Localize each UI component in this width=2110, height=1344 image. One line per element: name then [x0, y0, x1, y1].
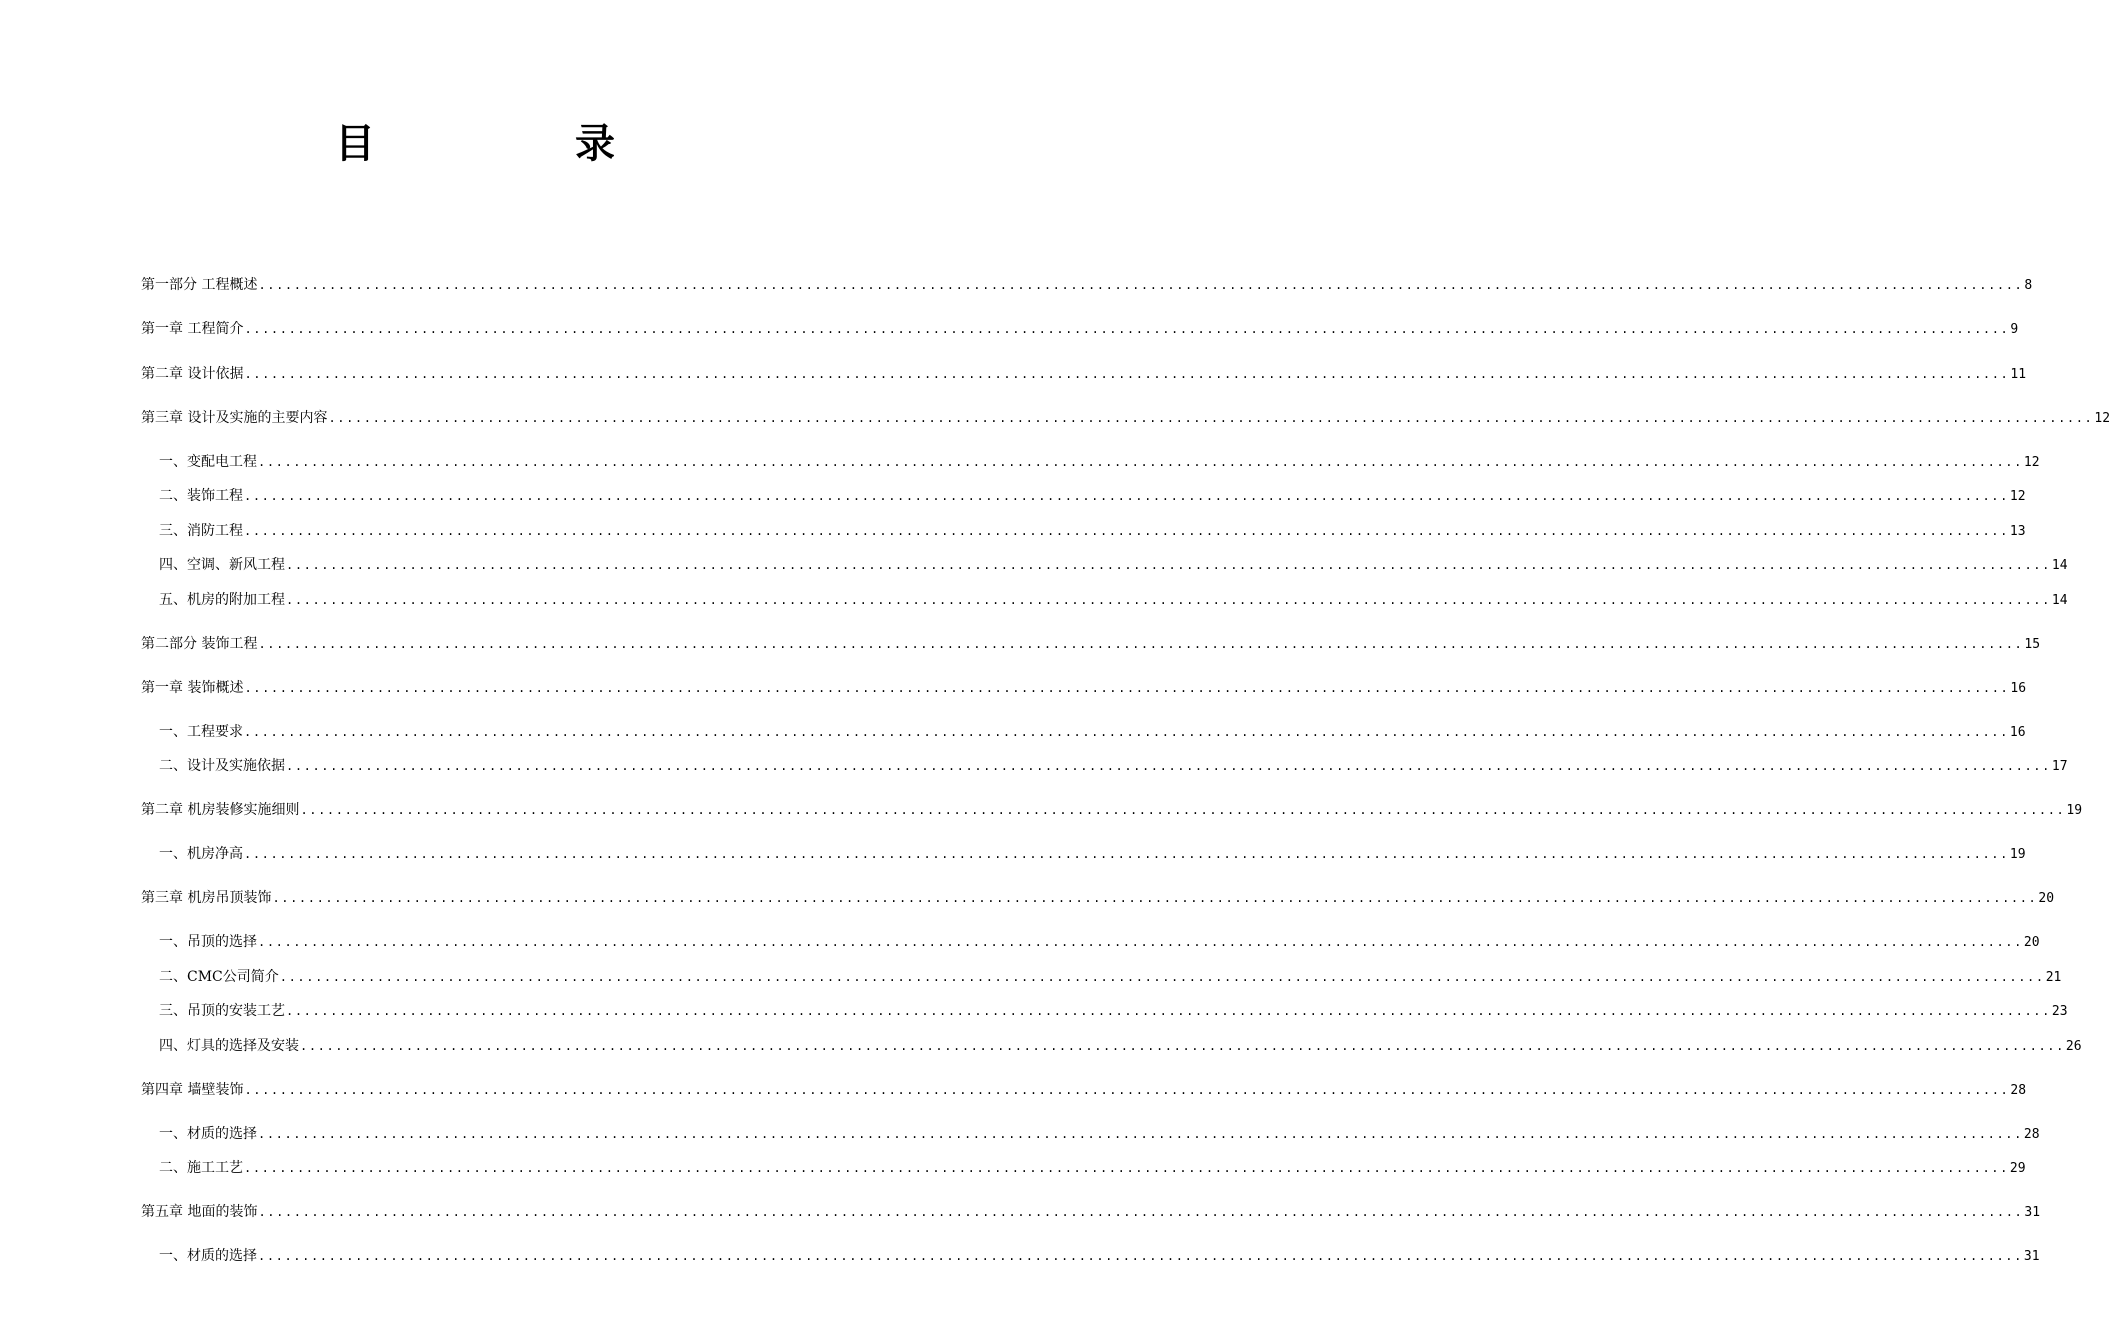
- toc-entry[interactable]: [141, 408, 2110, 429]
- toc-dot-leader: ........................................................................................................................................................................................................: [286, 593, 2051, 607]
- toc-entry[interactable]: [159, 1001, 2068, 1022]
- toc-entry-title: 二、设计及实施依据: [159, 758, 285, 774]
- toc-entry-page-number: 12: [2023, 455, 2040, 470]
- toc-dot-leader: ........................................................................................................................................................................................................: [300, 803, 2066, 817]
- toc-entry-page-number: 26: [2065, 1039, 2082, 1054]
- toc-entry-title: 一、工程要求: [159, 724, 243, 740]
- toc-entry[interactable]: [141, 364, 2027, 385]
- toc-entry-page-number: 12: [2009, 489, 2026, 504]
- toc-entry-page-number: 23: [2051, 1004, 2068, 1019]
- toc-dot-leader: ........................................................................................................................................................................................................: [244, 725, 2009, 739]
- toc-dot-leader: ........................................................................................................................................................................................................: [286, 1004, 2051, 1018]
- toc-dot-leader: ........................................................................................................................................................................................................: [244, 847, 2009, 861]
- toc-entry-title: 三、吊顶的安装工艺: [159, 1003, 285, 1019]
- toc-dot-leader: ........................................................................................................................................................................................................: [300, 1039, 2065, 1053]
- toc-entry-title: 第五章 地面的装饰: [141, 1204, 258, 1220]
- toc-dot-leader: ........................................................................................................................................................................................................: [244, 1083, 2010, 1097]
- toc-dot-leader: ........................................................................................................................................................................................................: [279, 970, 2045, 984]
- toc-entry-title: 第二章 机房装修实施细则: [141, 802, 300, 818]
- toc-entry-page-number: 19: [2066, 803, 2083, 818]
- toc-entry[interactable]: [141, 319, 2019, 340]
- toc-entry-page-number: 28: [2023, 1127, 2040, 1142]
- toc-entry[interactable]: [159, 722, 2026, 743]
- toc-entry[interactable]: [159, 486, 2026, 507]
- toc-entry-page-number: 9: [2010, 322, 2019, 337]
- toc-entry[interactable]: [141, 800, 2083, 821]
- toc-entry-page-number: 28: [2010, 1083, 2027, 1098]
- toc-entry[interactable]: [159, 1158, 2026, 1179]
- toc-entry-page-number: 20: [2038, 891, 2055, 906]
- toc-entry-title: 第二章 设计依据: [141, 366, 244, 382]
- toc-entry[interactable]: [159, 1124, 2040, 1145]
- toc-dot-leader: ........................................................................................................................................................................................................: [286, 759, 2051, 773]
- toc-entry-page-number: 16: [2009, 725, 2026, 740]
- toc-entry-page-number: 20: [2023, 935, 2040, 950]
- toc-entry[interactable]: [159, 555, 2068, 576]
- toc-entry-title: 三、消防工程: [159, 523, 243, 539]
- toc-entry-page-number: 17: [2051, 759, 2068, 774]
- toc-entry[interactable]: [159, 590, 2068, 611]
- toc-dot-leader: ........................................................................................................................................................................................................: [258, 935, 2023, 949]
- toc-entry-title: 第一章 工程简介: [141, 321, 244, 337]
- toc-entry[interactable]: [141, 678, 2027, 699]
- toc-entry-title: 一、吊顶的选择: [159, 934, 257, 950]
- toc-entry[interactable]: [141, 1202, 2041, 1223]
- toc-entry-page-number: 14: [2051, 558, 2068, 573]
- toc-entry[interactable]: [159, 452, 2040, 473]
- toc-entry-title: 四、灯具的选择及安装: [159, 1038, 299, 1054]
- toc-dot-leader: ........................................................................................................................................................................................................: [258, 637, 2024, 651]
- toc-entry-page-number: 14: [2051, 593, 2068, 608]
- toc-entry-title: 五、机房的附加工程: [159, 592, 285, 608]
- toc-entry[interactable]: [159, 1246, 2040, 1267]
- toc-entry[interactable]: [141, 888, 2055, 909]
- toc-entry-title: 一、变配电工程: [159, 454, 257, 470]
- toc-entry[interactable]: [159, 967, 2062, 988]
- toc-entry-title: 第三章 机房吊顶装饰: [141, 890, 272, 906]
- toc-dot-leader: ........................................................................................................................................................................................................: [244, 322, 2010, 336]
- toc-entry[interactable]: [159, 844, 2026, 865]
- toc-dot-leader: ........................................................................................................................................................................................................: [244, 489, 2009, 503]
- toc-entry-page-number: 16: [2010, 681, 2027, 696]
- toc-dot-leader: ........................................................................................................................................................................................................: [258, 455, 2023, 469]
- toc-entry-title: 一、材质的选择: [159, 1126, 257, 1142]
- toc-entry-page-number: 12: [2094, 411, 2110, 426]
- toc-dot-leader: ........................................................................................................................................................................................................: [244, 1161, 2009, 1175]
- toc-entry[interactable]: [141, 275, 2033, 296]
- toc-entry[interactable]: [159, 756, 2068, 777]
- toc-title: 目 录: [335, 121, 695, 167]
- toc-entry-title: 一、材质的选择: [159, 1248, 257, 1264]
- toc-entry-page-number: 31: [2023, 1249, 2040, 1264]
- toc-entry-page-number: 31: [2024, 1205, 2041, 1220]
- toc-entry-title: 第四章 墙壁装饰: [141, 1082, 244, 1098]
- toc-entry-page-number: 19: [2009, 847, 2026, 862]
- toc-entry-title: 二、施工工艺: [159, 1160, 243, 1176]
- toc-entry-title: 第一部分 工程概述: [141, 277, 258, 293]
- toc-entry-title: 第一章 装饰概述: [141, 680, 244, 696]
- toc-entry-page-number: 29: [2009, 1161, 2026, 1176]
- toc-entry[interactable]: [141, 1080, 2027, 1101]
- toc-dot-leader: ........................................................................................................................................................................................................: [328, 411, 2094, 425]
- toc-dot-leader: ........................................................................................................................................................................................................: [244, 367, 2010, 381]
- toc-entry[interactable]: [159, 521, 2026, 542]
- toc-dot-leader: ........................................................................................................................................................................................................: [244, 524, 2009, 538]
- toc-entry[interactable]: [159, 1036, 2082, 1057]
- toc-dot-leader: ........................................................................................................................................................................................................: [258, 1205, 2024, 1219]
- toc-entry-title: 一、机房净高: [159, 846, 243, 862]
- toc-entry-title: 二、装饰工程: [159, 488, 243, 504]
- toc-entry-title: 二、CMC公司简介: [159, 969, 279, 985]
- toc-entry[interactable]: [159, 932, 2040, 953]
- toc-entry-page-number: 8: [2024, 278, 2033, 293]
- toc-dot-leader: ........................................................................................................................................................................................................: [258, 1249, 2023, 1263]
- toc-entry-title: 第三章 设计及实施的主要内容: [141, 410, 328, 426]
- toc-dot-leader: ........................................................................................................................................................................................................: [286, 558, 2051, 572]
- toc-dot-leader: ........................................................................................................................................................................................................: [244, 681, 2010, 695]
- toc-entry[interactable]: [141, 634, 2041, 655]
- toc-entry-title: 四、空调、新风工程: [159, 557, 285, 573]
- toc-dot-leader: ........................................................................................................................................................................................................: [258, 278, 2024, 292]
- toc-entry-page-number: 21: [2045, 970, 2062, 985]
- toc-dot-leader: ........................................................................................................................................................................................................: [258, 1127, 2023, 1141]
- toc-entry-page-number: 13: [2009, 524, 2026, 539]
- toc-entry-page-number: 11: [2010, 367, 2027, 382]
- toc-entry-title: 第二部分 装饰工程: [141, 636, 258, 652]
- toc-entry-page-number: 15: [2024, 637, 2041, 652]
- toc-dot-leader: ........................................................................................................................................................................................................: [272, 891, 2038, 905]
